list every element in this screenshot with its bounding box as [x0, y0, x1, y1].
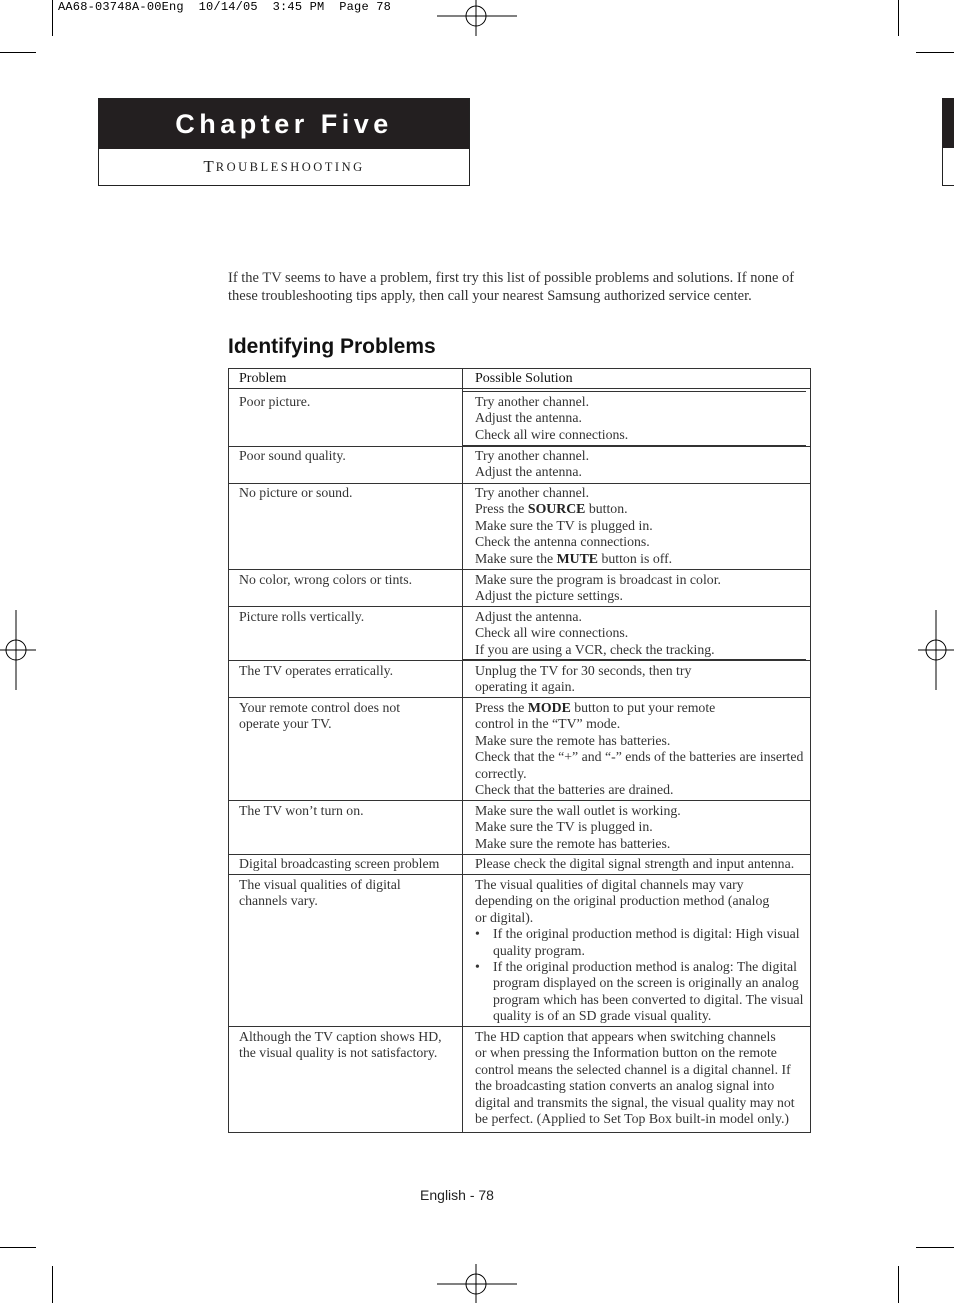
solution-cell: Unplug the TV for 30 seconds, then try operating it again.	[475, 663, 692, 695]
row-rule	[229, 1026, 810, 1027]
solution-cell: Please check the digital signal strength and input antenna.	[475, 856, 795, 871]
crop-mark	[0, 52, 36, 53]
row-rule	[229, 800, 810, 801]
page-number: English - 78	[420, 1187, 494, 1203]
problem-cell: Digital broadcasting screen problem	[239, 856, 440, 871]
chapter-subtitle-initial: T	[203, 157, 216, 176]
problem-cell: The visual qualities of digital channels vary.	[239, 877, 401, 909]
mute-line: Make sure the MUTE button is off.	[475, 550, 673, 566]
registration-mark-icon	[437, 0, 517, 36]
intro-paragraph: If the TV seems to have a problem, first try this list of possible problems and solutions. If none of these troubleshooting tips apply, then call your nearest Samsung authorized service center.	[228, 270, 795, 304]
row-rule	[229, 569, 810, 570]
solution-cell: Adjust the antenna. Check all wire connections. If you are using a VCR, check the tracking.	[475, 609, 715, 657]
problem-cell: The TV operates erratically.	[239, 663, 394, 678]
solution-cell: Press the MODE button to put your remote control in the “TV” mode. Make sure the remote has batteries. Check that the “+” and “-” ends of the batteries are inserted correctly. Check that the batteries are drained.	[475, 700, 804, 798]
print-slug: AA68-03748A-00Eng 10/14/05 3:45 PM Page 78	[58, 0, 392, 14]
crop-mark	[898, 0, 899, 36]
crop-mark	[916, 1247, 954, 1248]
problem-cell: No color, wrong colors or tints.	[239, 572, 413, 587]
chapter-title: Chapter Five	[99, 99, 469, 149]
header-rule	[229, 388, 810, 389]
solution-cell: Try another channel. Adjust the antenna. Check all wire connections.	[475, 394, 629, 442]
row-rule	[229, 660, 810, 661]
section-title: Identifying Problems	[228, 335, 436, 358]
solution-cell: The HD caption that appears when switching channels or when pressing the Information button on the remote control means the selected channel is a digital channel. If the broadcasting station converts an analog signal into digital and transmits the signal, the visual quality may not be perfect. (Applied to Set Top Box built-in model only.)	[475, 1029, 795, 1127]
row-rule	[229, 446, 810, 447]
mode-line: Press the MODE button to put your remote	[475, 700, 716, 715]
troubleshooting-table	[228, 368, 811, 1133]
crop-mark	[52, 1266, 53, 1303]
problem-cell: Your remote control does not operate your TV.	[239, 700, 401, 732]
bullet-icon: •	[475, 959, 480, 975]
header-solution: Possible Solution	[475, 371, 573, 386]
chapter-header	[98, 98, 470, 186]
chapter-subtitle	[99, 149, 469, 185]
solution-cell: Try another channel. Adjust the antenna.	[475, 448, 590, 480]
problem-cell: Poor picture.	[239, 394, 311, 409]
row-rule	[229, 697, 810, 698]
problem-cell: The TV won’t turn on.	[239, 803, 364, 818]
header-rule	[463, 391, 806, 392]
solution-cell: Make sure the program is broadcast in color. Adjust the picture settings.	[475, 572, 721, 604]
crop-mark	[898, 1266, 899, 1303]
row-rule	[229, 874, 810, 875]
source-line: Press the SOURCE button.	[475, 501, 628, 517]
crop-mark	[916, 52, 954, 53]
problem-cell: Poor sound quality.	[239, 448, 346, 463]
problem-cell: Although the TV caption shows HD, the visual quality is not satisfactory.	[239, 1029, 442, 1061]
registration-mark-icon	[918, 610, 954, 690]
crop-mark	[52, 0, 53, 36]
bullet-icon: •	[475, 926, 480, 942]
registration-mark-icon	[0, 610, 36, 690]
problem-cell: Picture rolls vertically.	[239, 609, 365, 624]
problem-cell: No picture or sound.	[239, 485, 353, 500]
crop-mark	[0, 1247, 36, 1248]
solution-cell: Try another channel. Press the SOURCE button. Make sure the TV is plugged in. Check the antenna connections. Make sure the MUTE button is off.	[475, 485, 673, 566]
row-rule	[229, 854, 810, 855]
solution-cell: The visual qualities of digital channels may vary depending on the original production method (analog or digital). • If the original production method is digital: High visual quality program. • If the original production method is analog: The digital program displayed on the screen is originally an analog program which has been converted to digital. The visual quality is of an SD grade visual quality.	[475, 877, 811, 1025]
bullet-item: • If the original production method is digital: High visual quality program.	[475, 926, 800, 958]
header-problem: Problem	[239, 371, 287, 386]
solution-cell: Make sure the wall outlet is working. Make sure the TV is plugged in. Make sure the remote has batteries.	[475, 803, 681, 851]
registration-mark-icon	[437, 1264, 517, 1303]
chapter-side-tab	[942, 98, 954, 186]
chapter-subtitle-rest: ROUBLESHOOTING	[215, 159, 365, 174]
page-footer	[0, 1187, 954, 1203]
row-rule	[229, 483, 810, 484]
row-rule	[229, 606, 810, 607]
bullet-item: • If the original production method is analog: The digital program displayed on the screen is originally an analog program which has been converted to digital. The visual quality is of an SD grade visual quality.	[475, 959, 804, 1024]
